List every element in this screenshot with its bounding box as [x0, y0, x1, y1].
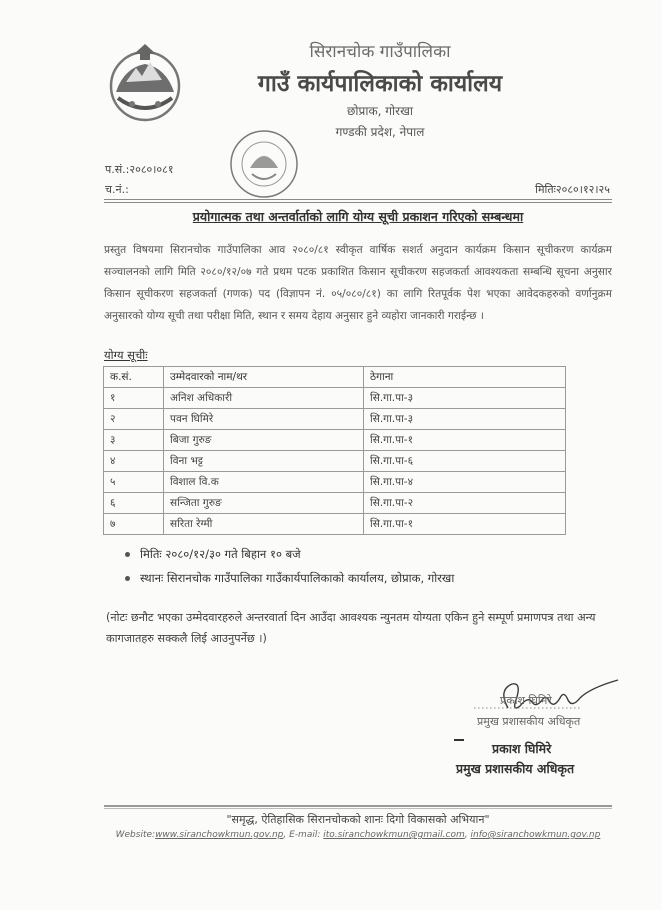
letter-date: मितिः२०८०।१२।२५: [535, 183, 610, 196]
email-label: , E-mail:: [283, 830, 321, 840]
notice-body: प्रस्तुत विषयमा सिरानचोक गाउँपालिका आव २०८०/८१ स्वीकृत वार्षिक सशर्त अनुदान कार्यक्रम किसान सूचीकरण कार्यक्रम सञ्चालनको लागि मिति २०८०/१२/०७ गते प्रथम पटक प्रकाशित किसान सूचीकरण सहजकर्ता आवश्यकता सम्बन्धि सूचना अनुसार किसान सूचीकरण सहजकर्ता (गणक) पद (विज्ञापन नं. ०५/०८०/८१) का लागि रितपूर्वक पेश भएका आवेदकहरुको वर्णानुक्रम अनुसारको योग्य सूची तथा परीक्षा मिति, स्थान र समय देहाय अनुसार हुने व्यहोरा जानकारी गराईन्छ ।: [104, 244, 612, 322]
cell-address: सि.गा.पा-१: [364, 514, 566, 535]
col-header-sn: क.सं.: [104, 367, 164, 388]
table-row: [104, 388, 566, 409]
table-row: [104, 493, 566, 514]
email-link-secondary[interactable]: info@siranchowkmun.gov.np: [470, 830, 601, 840]
cell-name: विना भट्ट: [164, 451, 364, 472]
table-header-row: [104, 367, 566, 388]
cell-address: सि.गा.पा-४: [364, 472, 566, 493]
table-row: [104, 472, 566, 493]
cell-address: सि.गा.पा-३: [364, 409, 566, 430]
cell-address: सि.गा.पा-६: [364, 451, 566, 472]
footer-divider: [104, 805, 612, 807]
cell-name: विशाल वि.क: [164, 472, 364, 493]
candidate-table: [103, 366, 566, 535]
table-row: [104, 514, 566, 535]
municipality-name: सिरानचोक गाउँपालिका: [309, 42, 451, 62]
signatory-title: प्रमुख प्रशासकीय अधिकृत: [456, 761, 575, 776]
exam-venue: स्थानः सिरानचोक गाउँपालिका गाउँकार्यपालिकाको कार्यालय, छोप्राक, गोरखा: [140, 571, 455, 585]
reference-number: प.सं.:२०८०।०८१: [105, 163, 174, 176]
list-item: [125, 547, 454, 562]
footer-divider-thin: [104, 808, 612, 809]
cell-sn: १: [104, 388, 164, 409]
office-name: गाउँ कार्यपालिकाको कार्यालय: [257, 71, 503, 97]
list-item: [125, 571, 454, 586]
email-link-primary[interactable]: ito.siranchowkmun@gmail.com: [323, 830, 465, 840]
office-location: छोप्राक, गोरखा: [347, 104, 413, 118]
signatory-name-faint: प्रकाश घिमिरे: [500, 694, 552, 707]
cell-sn: ६: [104, 493, 164, 514]
cell-address: सि.गा.पा-२: [364, 493, 566, 514]
stamp-mark: [454, 739, 464, 741]
bullet-icon: [125, 552, 130, 557]
signatory-name: प्रकाश घिमिरे: [492, 741, 552, 756]
header-divider: [104, 199, 612, 200]
letter-subject: प्रयोगात्मक तथा अन्तर्वार्ताको लागि योग्य सूची प्रकाशन गरिएको सम्बन्धमा: [192, 209, 524, 224]
bullet-icon: [125, 576, 130, 581]
cell-sn: ३: [104, 430, 164, 451]
note-text: (नोटः छनौट भएका उम्मेदवारहरुले अन्तरवार्ता दिन आउँदा आवश्यक न्युनतम योग्यता एकिन हुने सम्पूर्ण प्रमाणपत्र तथा अन्य कागजातहरु सक्कलै लिई आउनुपर्नेछ ।): [106, 611, 596, 645]
exam-date: मितिः २०८०/१२/३० गते बिहान १० बजे: [140, 547, 301, 561]
table-row: [104, 430, 566, 451]
table-row: [104, 451, 566, 472]
cell-sn: ५: [104, 472, 164, 493]
col-header-address: ठेगाना: [364, 367, 566, 388]
cell-name: सन्जिता गुरुङ: [164, 493, 364, 514]
cell-sn: ४: [104, 451, 164, 472]
signatory-title-faint: प्रमुख प्रशासकीय अधिकृत: [477, 715, 581, 728]
cell-address: सि.गा.पा-३: [364, 388, 566, 409]
list-title: योग्य सूचीः: [104, 348, 148, 362]
website-link[interactable]: www.siranchowkmun.gov.np: [155, 830, 284, 840]
table-row: [104, 409, 566, 430]
cell-name: पवन घिमिरे: [164, 409, 364, 430]
dispatch-number: च.नं.:: [105, 183, 129, 196]
exam-details-list: [125, 547, 454, 595]
cell-sn: २: [104, 409, 164, 430]
nepal-emblem-logo: [104, 42, 186, 124]
official-stamp: [228, 128, 300, 200]
cell-sn: ७: [104, 514, 164, 535]
header-divider-thin: [104, 202, 612, 203]
cell-name: सरिता रेग्मी: [164, 514, 364, 535]
cell-name: अनिश अधिकारी: [164, 388, 364, 409]
cell-address: सि.गा.पा-१: [364, 430, 566, 451]
website-label: Website:: [115, 830, 156, 840]
cell-name: बिजा गुरुङ: [164, 430, 364, 451]
office-province: गण्डकी प्रदेश, नेपाल: [335, 125, 425, 139]
footer-contact: Website:www.siranchowkmun.gov.np, E-mail: ito.siranchowkmun@gmail.com, info@siranchowkmun.gov.np: [115, 830, 601, 840]
footer-slogan: "समृद्ध, ऐतिहासिक सिरानचोकको शानः दिगो विकासको अभियान": [226, 813, 490, 826]
col-header-name: उम्मेदवारको नाम/थर: [164, 367, 364, 388]
